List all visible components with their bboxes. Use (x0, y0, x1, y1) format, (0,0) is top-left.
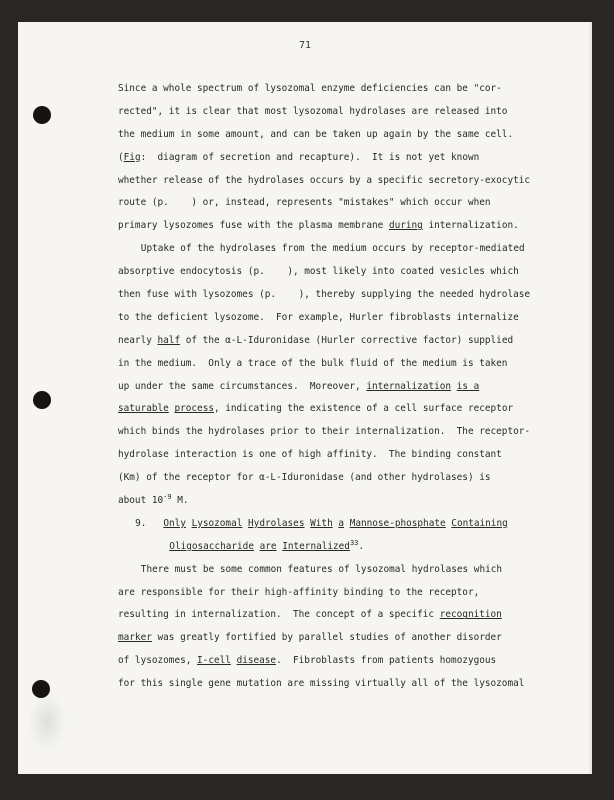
underlined-text: are (259, 540, 277, 552)
superscript-text: -9 (163, 492, 172, 501)
text-span: (Km) of the receptor for α-L-Iduronidase (and other hydrolases) is (118, 472, 491, 484)
underlined-text: process (174, 403, 214, 415)
text-span: . (358, 540, 365, 552)
text-line (118, 421, 558, 444)
text-span: nearly (118, 334, 158, 346)
document-page (18, 22, 592, 774)
body-text (118, 78, 558, 696)
text-line (118, 559, 558, 582)
underlined-text: Oligosaccharide (169, 540, 254, 552)
text-span: internalization. (422, 220, 519, 232)
underlined-text: marker (118, 632, 152, 644)
text-line (118, 353, 558, 376)
text-span: route (p. ) or, instead, represents "mistakes" which occur when (118, 197, 491, 209)
text-line (118, 513, 558, 536)
text-span: resulting in internalization. The concept of a specific (118, 609, 440, 621)
text-line (118, 101, 558, 124)
text-line (118, 650, 558, 673)
underlined-text: a (338, 517, 345, 529)
text-span: Since a whole spectrum of lysozomal enzyme deficiencies can be "cor- (118, 83, 502, 94)
underlined-text: saturable (118, 403, 169, 415)
text-span: then fuse with lysozomes (p. ), thereby supplying the needed hydrolase (118, 289, 531, 301)
binder-hole-top (33, 106, 51, 124)
text-span: primary lysozomes fuse with the plasma membrane (118, 220, 389, 232)
underlined-text: Containing (451, 517, 508, 529)
text-span: are responsible for their high-affinity binding to the receptor, (118, 586, 480, 598)
text-span: M. (171, 495, 189, 507)
text-span: hydrolase interaction is one of high affinity. The binding constant (118, 449, 502, 461)
text-line (118, 673, 558, 696)
text-line (118, 238, 558, 261)
underlined-text: during (388, 220, 423, 232)
text-span: which binds the hydrolases prior to their internalization. The receptor- (118, 426, 531, 438)
text-line (118, 78, 558, 101)
underlined-text: I-cell (197, 655, 231, 667)
underlined-text: Only (163, 517, 186, 529)
text-span: Uptake of the hydrolases from the medium occurs by receptor-mediated (140, 243, 525, 255)
text-span: . Fibroblasts from patients homozygous (276, 655, 497, 667)
underlined-text: With (310, 517, 333, 529)
underlined-text: disease (236, 655, 277, 667)
text-span: the medium in some amount, and can be taken up again by the same cell. (118, 128, 514, 140)
text-span: up under the same circumstances. Moreover, (118, 380, 367, 392)
binder-hole-middle (33, 391, 51, 409)
text-line (118, 307, 558, 330)
text-line (118, 398, 558, 421)
underlined-text: recognition (439, 609, 502, 621)
underlined-text: Lysozomal (191, 517, 243, 529)
superscript-text: 33 (349, 538, 359, 547)
text-line (118, 627, 558, 650)
text-span: absorptive endocytosis (p. ), most likely into coated vesicles which (118, 266, 519, 278)
text-line (118, 284, 558, 307)
text-span: rected", it is clear that most lysozomal hydrolases are released into (118, 105, 508, 117)
text-span: 9. (135, 517, 164, 529)
text-span: was greatly fortified by parallel studies of another disorder (151, 632, 502, 644)
text-line (118, 170, 558, 193)
text-line (118, 147, 558, 170)
text-line (118, 330, 558, 353)
text-span: ( (118, 151, 124, 163)
text-line (118, 261, 558, 284)
underlined-text: internalization (366, 380, 452, 392)
underlined-text: Mannose-phosphate (349, 517, 446, 529)
underlined-text: is a (456, 380, 480, 392)
underlined-text: Hydrolases (248, 517, 305, 529)
text-line (118, 376, 558, 399)
underlined-text: Fig (123, 151, 141, 163)
scan-smudge (28, 692, 66, 752)
text-line (118, 604, 558, 627)
text-span: for this single gene mutation are missing virtually all of the lysozomal (118, 678, 525, 690)
text-span: of the α-L-Iduronidase (Hurler corrective factor) supplied (180, 334, 514, 346)
text-span: whether release of the hydrolases occurs by a specific secretory-exocytic (118, 174, 531, 186)
text-line (118, 536, 558, 559)
text-span: , indicating the existence of a cell surface receptor (213, 403, 514, 415)
text-span: to the deficient lysozome. For example, Hurler fibroblasts internalize (118, 311, 519, 323)
text-line (118, 444, 558, 467)
text-span: about 10 (118, 495, 164, 507)
binder-hole-bottom (32, 680, 50, 698)
text-line (118, 490, 558, 513)
text-span: in the medium. Only a trace of the bulk fluid of the medium is taken (118, 357, 508, 369)
text-line (118, 192, 558, 215)
underlined-text: Internalized (282, 540, 350, 552)
text-span: : diagram of secretion and recapture). It is not yet known (140, 151, 480, 163)
text-line (118, 582, 558, 605)
text-line (118, 124, 558, 147)
page-number: 71 (298, 40, 312, 51)
text-span: There must be some common features of lysozomal hydrolases which (140, 563, 503, 575)
page-edge-shadow (588, 22, 592, 774)
text-line (118, 215, 558, 238)
text-span: of lysozomes, (118, 655, 198, 667)
underlined-text: half (157, 334, 181, 346)
text-line (118, 467, 558, 490)
